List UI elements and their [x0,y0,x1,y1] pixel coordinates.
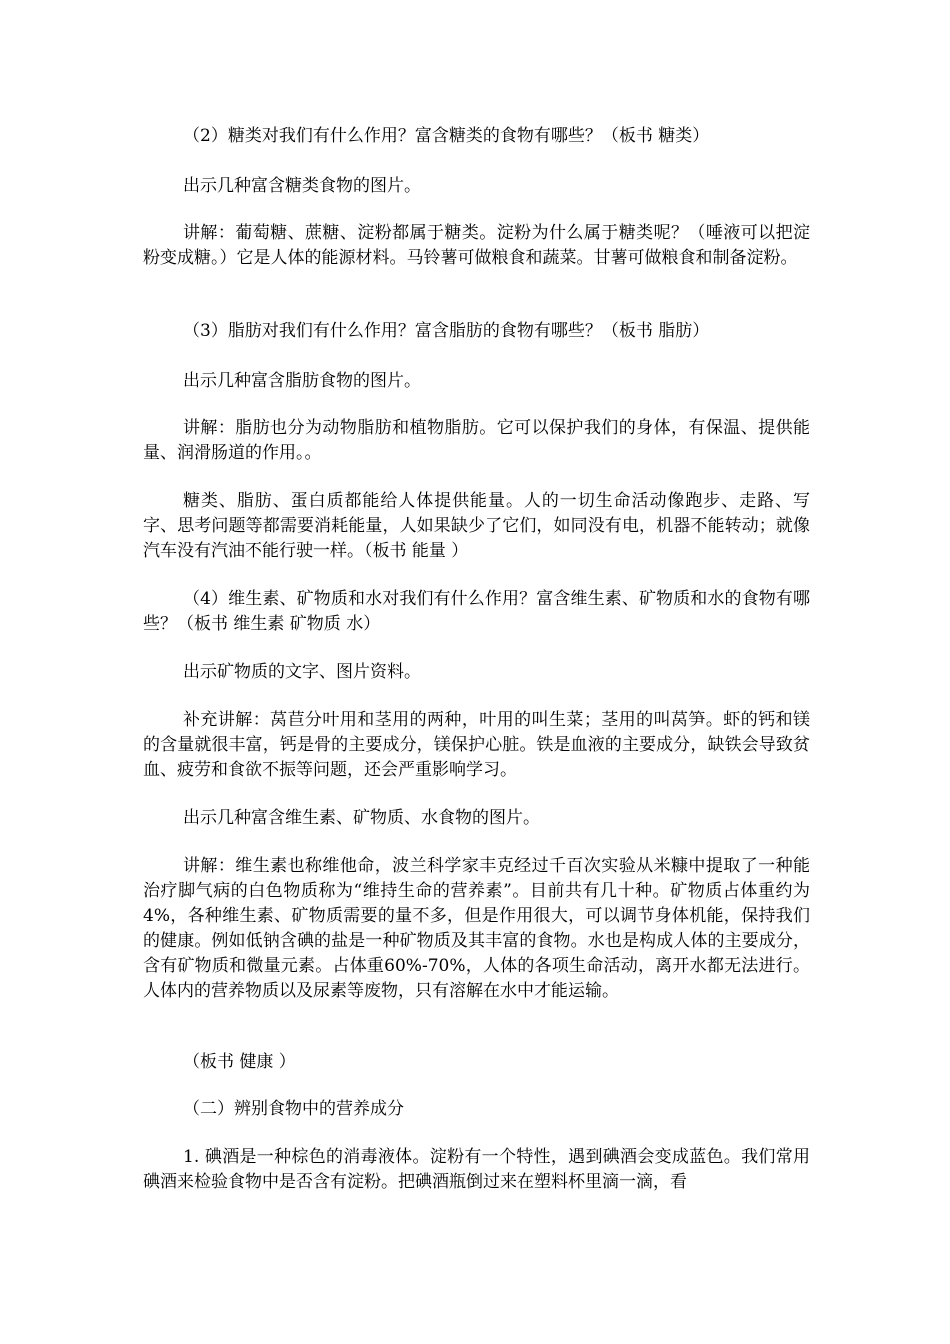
paragraph-show-fat-images: 出示几种富含脂肪食物的图片。 [183,371,421,391]
paragraph-show-carbohydrate-images: 出示几种富含糖类食物的图片。 [183,176,421,196]
paragraph-energy-summary: 糖类、脂肪、蛋白质都能给人体提供能量。人的一切生命活动像跑步、走路、写字、思考问题等都需要消耗能量，人如果缺少了它们，如同没有电，机器不能转动；就像汽车没有汽油不能行驶一样。（板书 能量 ） [143,491,810,561]
paragraph-carbohydrates-explanation: 讲解：葡萄糖、蔗糖、淀粉都属于糖类。淀粉为什么属于糖类呢？（唾液可以把淀粉变成糖。）它是人体的能源材料。马铃薯可做粮食和蔬菜。甘薯可做粮食和制备淀粉。 [143,223,810,268]
paragraph-vitamins-question: （4）维生素、矿物质和水对我们有什么作用？富含维生素、矿物质和水的食物有哪些？（板书 维生素 矿物质 水） [143,589,810,634]
paragraph-vitamins-explanation: 讲解：维生素也称维他命，波兰科学家丰克经过千百次实验从米糠中提取了一种能治疗脚气病的白色物质称为“维持生命的营养素”。目前共有几十种。矿物质占体重约为4%，各种维生素、矿物质需要的量不多，但是作用很大，可以调节身体机能，保持我们的健康。例如低钠含碘的盐是一种矿物质及其丰富的食物。水也是构成人体的主要成分，含有矿物质和微量元素。占体重60%-70%，人体的各项生命活动，离开水都无法进行。人体内的营养物质以及尿素等废物，只有溶解在水中才能运输。 [143,856,810,1001]
paragraph-carbohydrates-question: （2）糖类对我们有什么作用？富含糖类的食物有哪些？（板书 糖类） [183,126,710,146]
paragraph-iodine-test: 1. 碘酒是一种棕色的消毒液体。淀粉有一个特性，遇到碘酒会变成蓝色。我们常用碘酒来检验食物中是否含有淀粉。把碘酒瓶倒过来在塑料杯里滴一滴，看 [143,1147,810,1192]
paragraph-fat-explanation: 讲解：脂肪也分为动物脂肪和植物脂肪。它可以保护我们的身体，有保温、提供能量、润滑肠道的作用。。 [143,418,810,463]
paragraph-board-health: （板书 健康 ） [183,1052,296,1072]
paragraph-show-mineral-materials: 出示矿物质的文字、图片资料。 [183,662,421,682]
paragraph-supplementary-explanation: 补充讲解：莴苣分叶用和茎用的两种，叶用的叫生菜；茎用的叫莴笋。虾的钙和镁的含量就很丰富，钙是骨的主要成分，镁保护心脏。铁是血液的主要成分，缺铁会导致贫血、疲劳和食欲不振等问题，还会严重影响学习。 [143,710,810,780]
paragraph-show-vitamin-images: 出示几种富含维生素、矿物质、水食物的图片。 [183,808,540,828]
paragraph-fat-question: （3）脂肪对我们有什么作用？富含脂肪的食物有哪些？（板书 脂肪） [183,321,710,341]
section-heading-nutrient-identification: （二）辨别食物中的营养成分 [183,1099,404,1119]
